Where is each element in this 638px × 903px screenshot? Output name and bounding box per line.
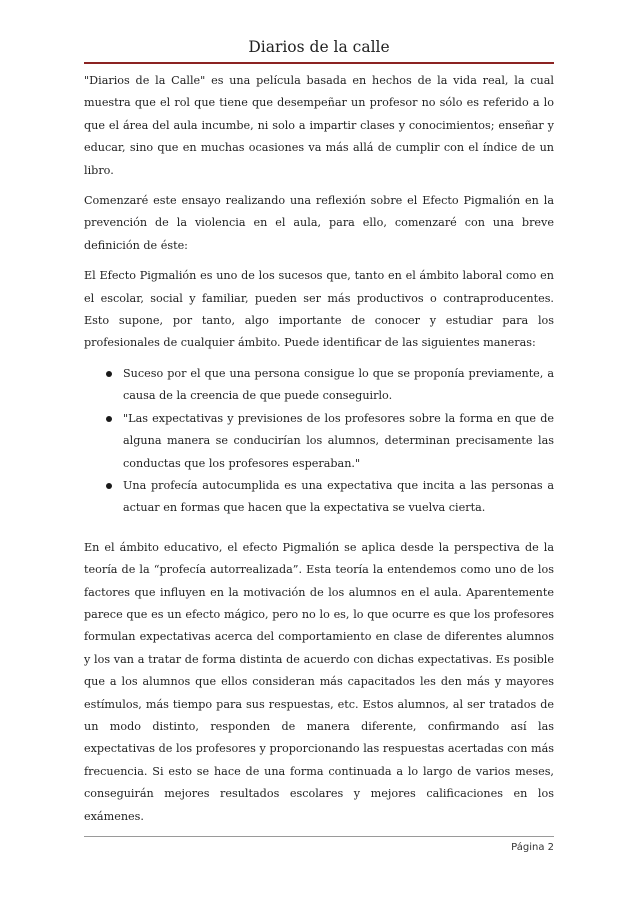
- list-item-text: "Las expectativas y previsiones de los profesores sobre la forma en que de alguna manera se conducirían los alumnos, determinan precisamente las conductas que los profesores esperaban.": [123, 411, 554, 470]
- document-body: [84, 70, 554, 836]
- pygmalion-definition-paragraph: El Efecto Pigmalión es uno de los sucesos que, tanto en el ámbito laboral como en el escolar, social y familiar, pueden ser más productivos o contraproducentes. Esto supone, por tanto, algo importante de conocer y estudiar para los profesionales de cualquier ámbito. Puede identificar de las siguientes maneras:: [84, 269, 554, 350]
- bullet-icon: [106, 371, 112, 377]
- bullet-icon: [106, 483, 112, 489]
- page-header: [84, 38, 554, 64]
- essay-purpose-paragraph: Comenzaré este ensayo realizando una reflexión sobre el Efecto Pigmalión en la prevención de la violencia en el aula, para ello, comenzaré con una breve definición de éste:: [84, 194, 554, 252]
- list-item: [84, 408, 554, 475]
- intro-paragraph: "Diarios de la Calle" es una película basada en hechos de la vida real, la cual muestra que el rol que tiene que desempeñar un profesor no sólo es referido a lo que el área del aula incumbe, ni solo a impartir clases y conocimientos; enseñar y educar, sino que en muchas ocasiones va más allá de cumplir con el índice de un libro.: [84, 74, 554, 177]
- definitions-list: [84, 363, 554, 520]
- page-number: Página 2: [511, 842, 554, 853]
- list-item: [84, 363, 554, 408]
- educational-context-paragraph: En el ámbito educativo, el efecto Pigmalión se aplica desde la perspectiva de la teoría de la “profecía autorrealizada”. Esta teoría la entendemos como uno de los factores que influyen en la motivación de los alumnos en el aula. Aparentemente parece que es un efecto mágico, pero no lo es, lo que ocurre es que los profesores formulan expectativas acerca del comportamiento en clase de diferentes alumnos y los van a tratar de forma distinta de acuerdo con dichas expectativas. Es posible que a los alumnos que ellos consideran más capacitados les den más y mayores estímulos, más tiempo para sus respuestas, etc. Estos alumnos, al ser tratados de un modo distinto, responden de manera diferente, confirmando así las expectativas de los profesores y proporcionando las respuestas acertadas con más frecuencia. Si esto se hace de una forma continuada a lo largo de varios meses, conseguirán mejores resultados escolares y mejores calificaciones en los exámenes.: [84, 540, 554, 823]
- list-item: [84, 475, 554, 520]
- page-footer: [84, 836, 554, 859]
- list-item-text: Una profecía autocumplida es una expectativa que incita a las personas a actuar en formas que hacen que la expectativa se vuelva cierta.: [123, 478, 554, 515]
- list-item-text: Suceso por el que una persona consigue lo que se proponía previamente, a causa de la creencia de que puede conseguirlo.: [123, 366, 554, 403]
- bullet-icon: [106, 416, 112, 422]
- page-title: Diarios de la calle: [248, 38, 390, 56]
